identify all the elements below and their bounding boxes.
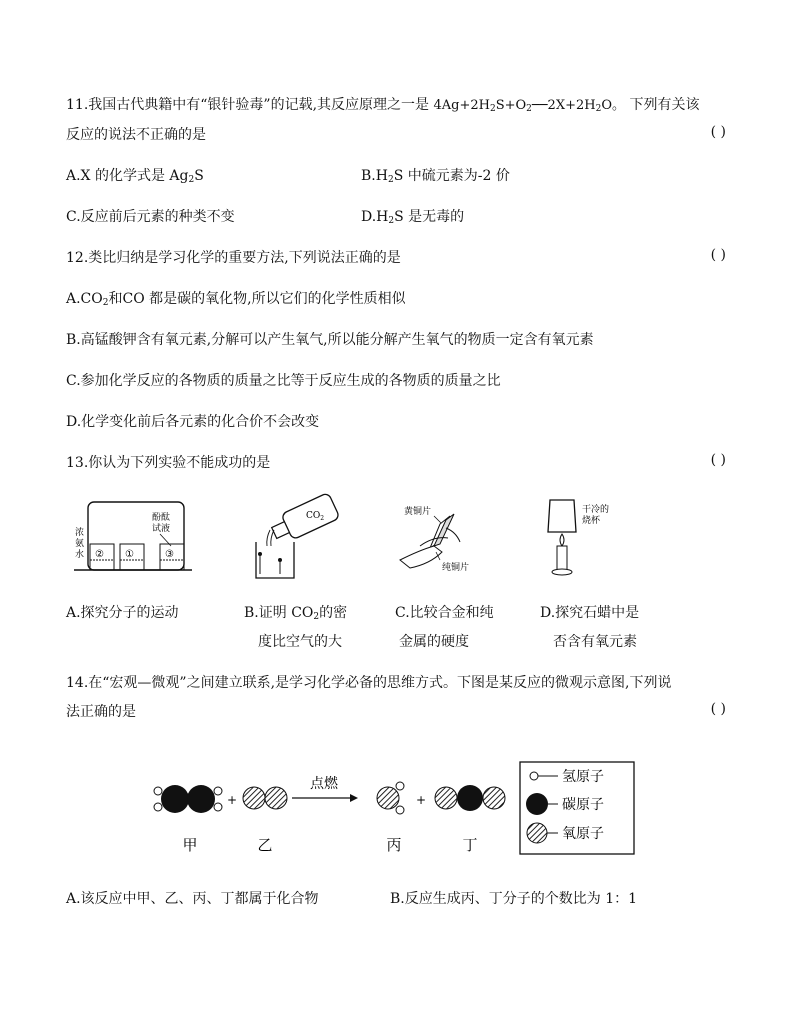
legend [520,762,634,854]
q13-option-d-line1: D.探究石蜡中是 [540,605,640,621]
q11-stem-line1: 11.我国古代典籍中有“银针验毒”的记载,其反应原理之一是 $4Ag+2H_2S+O_2──2X+2H_2O$。 下列有关该 [66,97,700,114]
q14-option-b: B.反应生成丙、丁分子的个数比为 1：1 [390,891,638,907]
fig1-label-phenolphthalein: 酚酞 [152,513,171,523]
molecule-ding [435,785,505,811]
fig4-label-beaker: 烧杯 [582,516,601,526]
q14-stem-line1: 14.在“宏观—微观”之间建立联系,是学习化学必备的思维方式。下图是某反应的微观示意图,下列说 [66,675,672,691]
label-ding: 丁 [462,836,478,854]
q13-figure-candle [540,494,650,582]
q11-equation: $4Ag+2H_2S+O_2──2X+2H_2O$。 [433,98,625,114]
q11-option-c: C.反应前后元素的种类不变 [66,209,235,225]
fig3-label-brass: 黄铜片 [404,507,432,517]
fig4-label-dry-cold: 干冷的 [582,505,610,515]
q14-option-a: A.该反应中甲、乙、丙、丁都属于化合物 [66,891,319,907]
molecule-yi [243,787,287,809]
legend-oxygen: 氧原子 [562,826,604,842]
q11-option-d: $D.H_2S$ 是无毒的 [361,209,465,226]
q13-figure-molecule-motion [68,494,198,578]
fig1-label-shui: 水 [75,550,85,560]
q13-option-c-line2: 金属的硬度 [399,634,469,650]
fig2-label-co2: $CO_2$ [306,511,325,522]
fig1-label-an: 氨 [75,539,85,549]
q12-option-b: B.高锰酸钾含有氧元素,分解可以产生氧气,所以能分解产生氧气的物质一定含有氧元素 [66,332,594,348]
arrow-label: 点燃 [310,776,338,792]
fig1-label-beaker1: ① [125,549,134,560]
fig3-label-copper: 纯铜片 [442,563,470,573]
q13-figure-co2-density [240,490,350,582]
q13-answer-bracket: ( ) [710,452,726,468]
legend-carbon: 碳原子 [562,797,604,813]
q13-figure-alloy-hardness [390,498,500,578]
q12-answer-bracket: ( ) [710,247,726,263]
q14-answer-bracket: ( ) [710,701,726,717]
q14-stem-line2: 法正确的是 [66,704,136,720]
q13-option-d-line2: 否含有氧元素 [553,634,637,650]
label-jia: 甲 [182,836,198,854]
fig1-label-solution: 试液 [152,524,171,534]
q12-option-d: D.化学变化前后各元素的化合价不会改变 [66,414,320,430]
svg-text:+: + [227,793,238,807]
legend-hydrogen: 氢原子 [562,769,604,785]
q11-option-a: A.X 的化学式是 $Ag_2S$ [66,168,204,185]
q12-option-c: C.参加化学反应的各物质的质量之比等于反应生成的各物质的质量之比 [66,373,501,389]
molecule-bing [377,782,404,814]
q12-option-a: $A.CO_2$和CO 都是碳的氧化物,所以它们的化学性质相似 [66,291,406,308]
fig1-label-nong: 浓 [75,528,85,538]
q13-stem: 13.你认为下列实验不能成功的是 [66,455,271,471]
label-bing: 丙 [386,836,402,854]
molecule-jia [154,785,222,813]
fig1-label-beaker3: ③ [165,549,174,560]
q13-option-b-line1: B.证明 $CO_2$的密 [244,605,348,622]
q13-option-b-line2: 度比空气的大 [258,634,342,650]
svg-text:+: + [416,793,427,807]
q13-option-a: A.探究分子的运动 [66,605,179,621]
fig1-label-beaker2: ② [95,549,104,560]
q12-stem: 12.类比归纳是学习化学的重要方法,下列说法正确的是 [66,250,401,266]
q11-answer-bracket: ( ) [710,124,726,140]
label-yi: 乙 [257,836,273,854]
q13-option-c-line1: C.比较合金和纯 [395,605,494,621]
q11-stem-line2: 反应的说法不正确的是 [66,127,206,143]
q14-reaction-diagram [148,756,648,858]
q11-option-b: $B.H_2S$ 中硫元素为-2 价 [361,168,510,185]
